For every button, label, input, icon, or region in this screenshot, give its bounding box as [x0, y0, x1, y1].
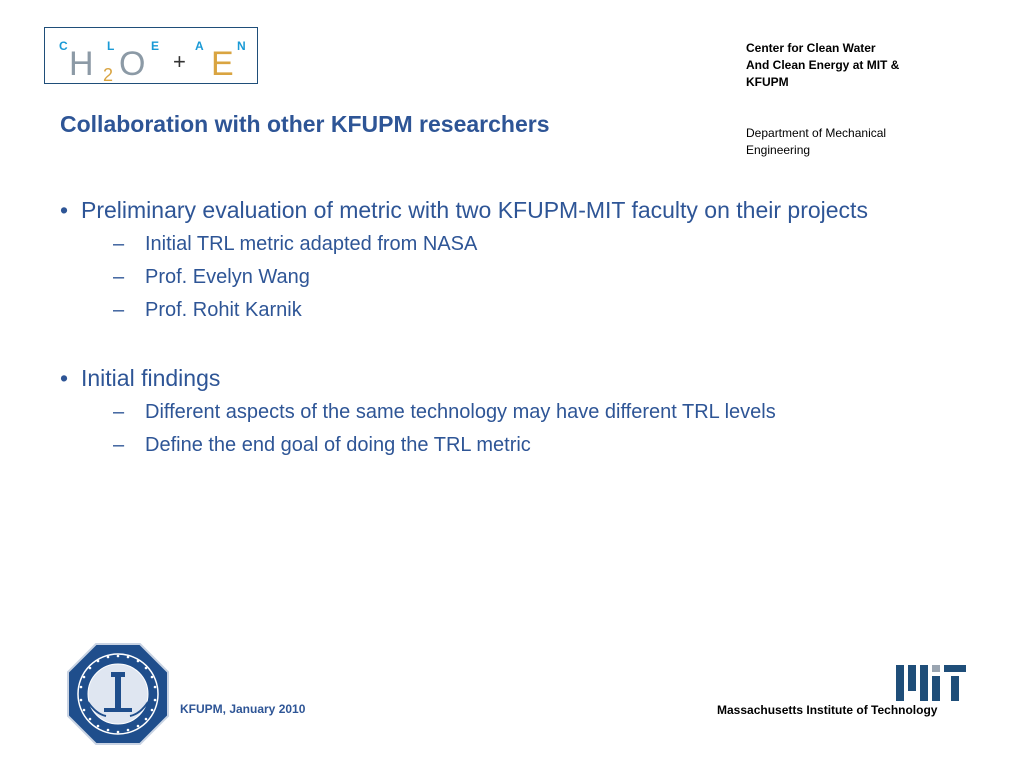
sub-bullet-item	[60, 261, 890, 294]
sub-bullet-mark: –	[113, 401, 125, 423]
bullet-mark: •	[60, 197, 69, 223]
slide-title: Collaboration with other KFUPM researchers	[60, 111, 550, 137]
svg-text:E: E	[211, 45, 234, 83]
footer-date: KFUPM, January 2010	[180, 702, 306, 716]
sub-bullet-text: Prof. Evelyn Wang	[145, 266, 310, 288]
sub-bullet-mark: –	[113, 299, 125, 321]
department-name	[746, 125, 976, 159]
sub-bullet-list	[60, 396, 890, 462]
sub-bullet-item	[60, 228, 890, 261]
mit-logo	[896, 665, 966, 701]
svg-text:A: A	[195, 39, 204, 53]
center-name-line: Center for Clean Water	[746, 41, 876, 55]
svg-text:N: N	[237, 39, 246, 53]
sub-bullet-mark: –	[113, 434, 125, 456]
sub-bullet-mark: –	[113, 233, 125, 255]
bullet-mark: •	[60, 365, 69, 391]
svg-text:C: C	[59, 39, 68, 53]
svg-text:E: E	[151, 39, 160, 53]
svg-text:H: H	[69, 45, 94, 83]
bullet-item	[60, 363, 890, 394]
svg-text:O: O	[119, 45, 146, 83]
sub-bullet-item	[60, 294, 890, 327]
svg-text:L: L	[107, 39, 115, 53]
bullet-text: Initial findings	[81, 365, 221, 391]
center-name	[746, 40, 976, 91]
sub-bullet-text: Prof. Rohit Karnik	[145, 299, 302, 321]
center-name-line: And Clean Energy at MIT &	[746, 58, 900, 72]
department-line: Engineering	[746, 143, 811, 157]
sub-bullet-text: Different aspects of the same technology may have different TRL levels	[145, 401, 776, 423]
slide-content	[60, 195, 890, 462]
sub-bullet-item	[60, 396, 890, 429]
department-line: Department of Mechanical	[746, 126, 887, 140]
sub-bullet-mark: –	[113, 266, 125, 288]
sub-bullet-list	[60, 228, 890, 327]
kfupm-seal-logo	[66, 642, 170, 746]
svg-text:2: 2	[103, 65, 114, 83]
clean-h2o-e-logo	[44, 27, 258, 84]
sub-bullet-text: Initial TRL metric adapted from NASA	[145, 233, 478, 255]
svg-text:+: +	[173, 49, 186, 74]
footer-institution: Massachusetts Institute of Technology	[717, 703, 938, 717]
sub-bullet-item	[60, 429, 890, 462]
bullet-item	[60, 195, 890, 226]
bullet-spacer	[60, 327, 890, 363]
bullet-text: Preliminary evaluation of metric with two KFUPM-MIT faculty on their projects	[81, 197, 868, 223]
sub-bullet-text: Define the end goal of doing the TRL metric	[145, 434, 531, 456]
center-name-line: KFUPM	[746, 75, 789, 89]
